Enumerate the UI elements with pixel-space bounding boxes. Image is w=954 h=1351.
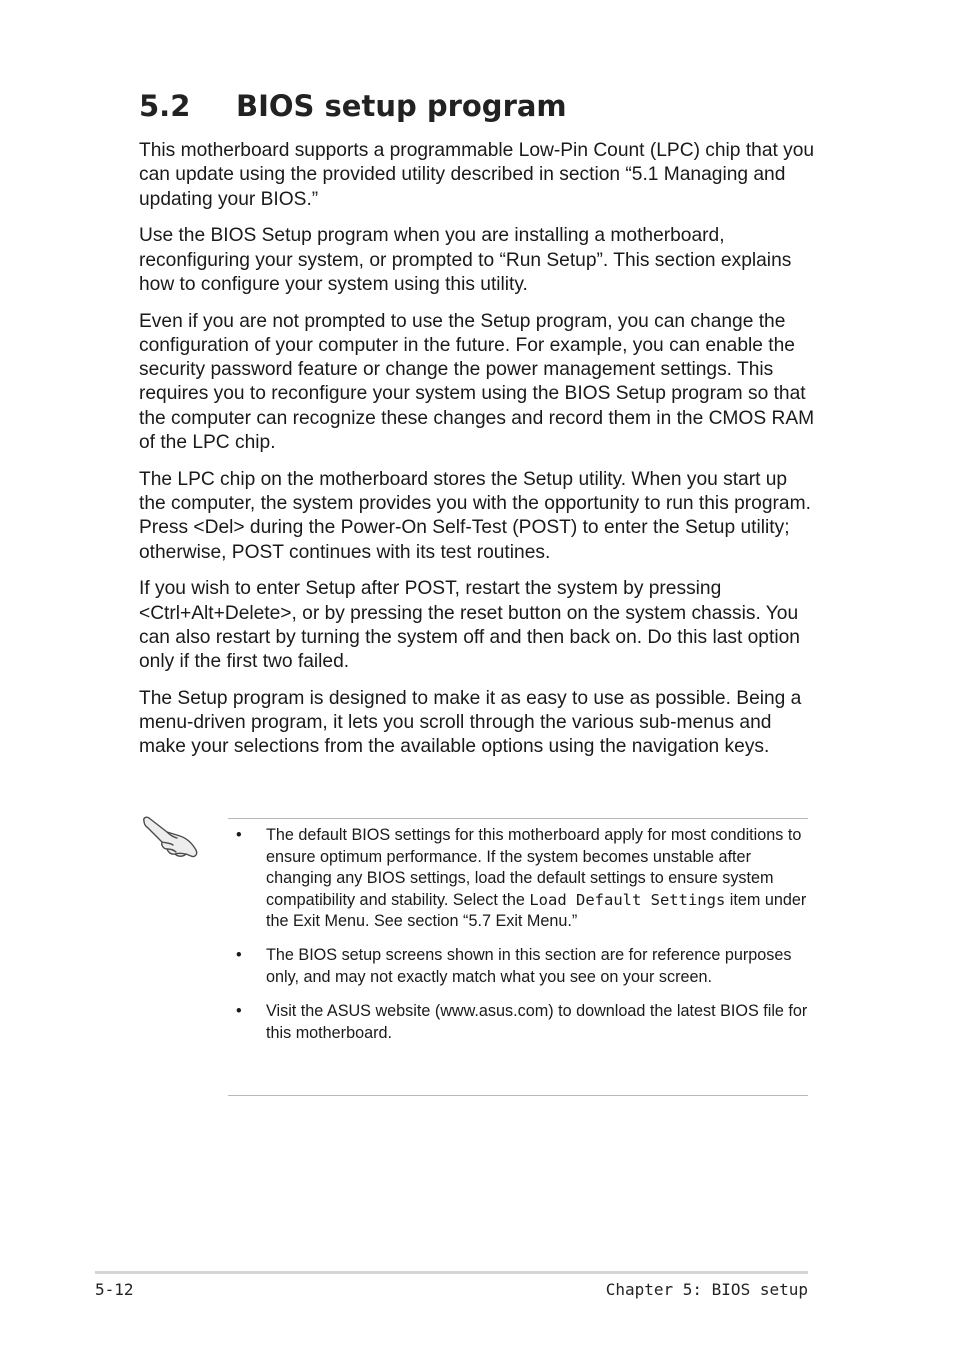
note-text: The BIOS setup screens shown in this section are for reference purposes only, and may not exactly match what you see on your screen. [266,946,792,987]
menu-item-reference: Load Default Settings [529,890,726,909]
chapter-title: Chapter 5: BIOS setup [605,1280,808,1299]
paragraph: Use the BIOS Setup program when you are installing a motherboard, reconfiguring your system, or prompted to “Run Setup”. This section explains how to configure your system using this utility. [139,225,792,295]
footer-divider [95,1271,808,1274]
paragraph: If you wish to enter Setup after POST, restart the system by pressing <Ctrl+Alt+Delete>, or by pressing the reset button on the system chassis. You can also restart by turning the system off and then back on. Do this last option only if the first two failed. [139,578,800,673]
bullet: • [236,946,242,965]
body-text [139,139,819,772]
bullet: • [236,826,242,844]
list-item [228,1001,808,1044]
list-item [228,945,808,988]
page-number: 5-12 [95,1280,134,1299]
section-heading [139,86,567,126]
list-item [228,825,808,933]
section-title: BIOS setup program [236,89,567,123]
note-box [228,818,808,1096]
bullet: • [236,1002,242,1021]
note-text: Visit the ASUS website (www.asus.com) to download the latest BIOS file for this motherboard. [266,1002,808,1042]
paragraph: Even if you are not prompted to use the Setup program, you can change the configuration of your computer in the future. For example, you can enable the security password feature or change the power management settings. This requires you to reconfigure your system using the BIOS Setup program so that the computer can recognize these changes and record them in the CMOS RAM of the LPC chip. [139,310,815,454]
paragraph: This motherboard supports a programmable Low-Pin Count (LPC) chip that you can update using the provided utility described in section “5.1 Managing and updating your BIOS.” [139,140,815,210]
note-list [228,825,808,1057]
paragraph: The Setup program is designed to make it as easy to use as possible. Being a menu-driven program, it lets you scroll through the various sub-menus and make your selections from the available options using the navigation keys. [139,687,802,758]
paragraph: The LPC chip on the motherboard stores the Setup utility. When you start up the computer, the system provides you with the opportunity to run this program. Press <Del> during the Power-On Self-Test (POST) to enter the Setup utility; otherwise, POST continues with its test routines. [139,468,811,563]
note-text: item under the Exit Menu. See section “5.7 Exit Menu.” [266,890,807,931]
section-number: 5.2 [139,89,191,123]
note-text: The default BIOS settings for this motherboard apply for most conditions to ensure optimum performance. If the system becomes unstable after changing any BIOS settings, load the default settings to ensure system compatibility and stability. Select the [266,826,802,909]
pointing-hand-icon [140,815,200,863]
